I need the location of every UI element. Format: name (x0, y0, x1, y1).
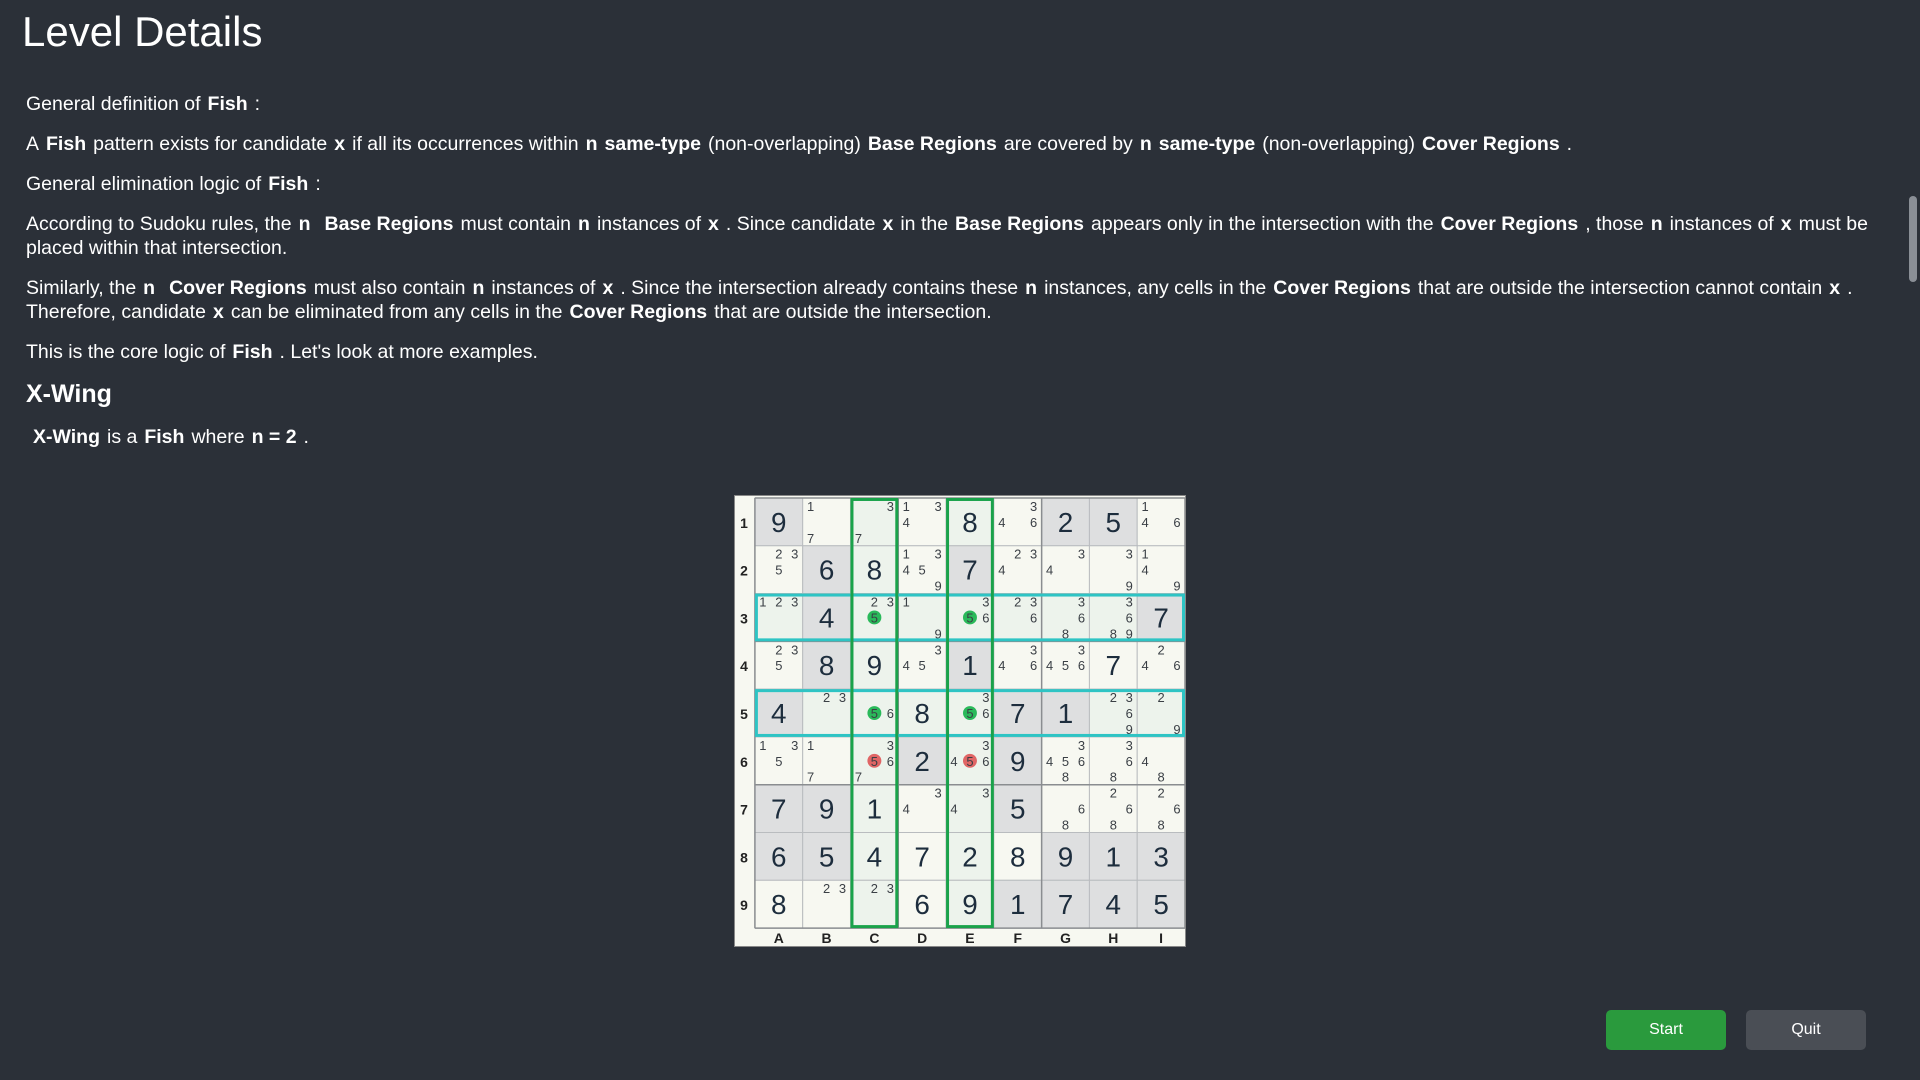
candidate-digit: 3 (934, 785, 942, 801)
candidate-digit: 9 (1173, 578, 1181, 594)
candidate-digit: 4 (1141, 514, 1149, 530)
column-label: I (1159, 930, 1164, 947)
candidate-digit: 8 (1109, 817, 1117, 833)
candidate-digit: 6 (1125, 753, 1133, 769)
candidate-digit: 2 (1157, 642, 1165, 658)
candidate-digit: 3 (791, 594, 799, 610)
candidate-digit: 6 (1173, 801, 1181, 817)
candidate-digit: 6 (886, 753, 894, 769)
section-heading: X-Wing (26, 380, 112, 408)
candidate-digit: 6 (1125, 610, 1133, 626)
cell-value: 3 (1153, 841, 1169, 873)
candidate-digit: 3 (791, 642, 799, 658)
quit-button[interactable]: Quit (1746, 1010, 1866, 1050)
candidate-digit: 3 (886, 594, 894, 610)
candidate-digit: 3 (1125, 737, 1133, 753)
candidate-digit: 4 (998, 658, 1006, 674)
candidate-digit: 3 (838, 881, 847, 897)
candidate-digit: 7 (854, 530, 863, 546)
cell-value: 4 (1105, 889, 1122, 921)
elimination-heading: General elimination logic of Fish : (26, 173, 321, 195)
cell-value: 8 (962, 506, 978, 538)
candidate-digit: 4 (902, 514, 910, 530)
core-logic-text: This is the core logic of Fish . Let's look at more examples. (26, 341, 538, 363)
candidate-digit: 3 (1125, 690, 1133, 706)
cell-value: 7 (1057, 889, 1074, 921)
cell-value: 7 (1105, 650, 1122, 682)
candidate-digit: 3 (1077, 546, 1086, 562)
cell-value: 2 (962, 841, 978, 873)
candidate-digit: 6 (1125, 706, 1133, 722)
row-label: 2 (740, 562, 748, 579)
cell-value: 4 (818, 602, 835, 634)
cell-value: 9 (1057, 841, 1074, 873)
candidate-digit: 3 (982, 785, 990, 801)
candidate-digit: 3 (982, 594, 990, 610)
cell-value: 1 (1057, 697, 1074, 729)
column-label: B (821, 930, 832, 947)
row-label: 6 (740, 753, 748, 770)
row-label: 5 (740, 706, 748, 723)
candidate-digit: 3 (1030, 594, 1038, 610)
cell-value: 1 (1105, 841, 1122, 873)
candidate-digit: 7 (807, 530, 815, 546)
cell-value: 9 (962, 889, 978, 921)
candidate-digit: 2 (822, 690, 831, 706)
cell-value: 6 (818, 554, 835, 586)
cell-value: 9 (771, 506, 787, 538)
column-label: E (965, 930, 975, 947)
candidate-digit: 4 (1141, 753, 1149, 769)
candidate-digit: 3 (934, 498, 942, 514)
cell-value: 8 (818, 650, 835, 682)
cell-value: 1 (866, 793, 883, 825)
candidate-digit: 6 (1173, 658, 1181, 674)
candidate-digit: 8 (1157, 769, 1165, 785)
candidate-digit: 3 (982, 737, 990, 753)
cell-value: 4 (771, 697, 787, 729)
candidate-digit: 9 (1125, 626, 1133, 642)
candidate-digit: 2 (775, 642, 783, 658)
candidate-digit: 3 (982, 690, 990, 706)
candidate-digit: 2 (1157, 690, 1165, 706)
candidate-digit: 5 (918, 658, 926, 674)
cell-value: 8 (771, 889, 787, 921)
candidate-digit: 6 (1125, 801, 1133, 817)
candidate-digit: 5 (870, 753, 878, 769)
candidate-digit: 3 (934, 642, 942, 658)
candidate-digit: 7 (807, 769, 815, 785)
cell-value: 9 (818, 793, 835, 825)
candidate-digit: 3 (1125, 546, 1133, 562)
candidate-digit: 2 (1109, 690, 1117, 706)
cell-value: 8 (1009, 841, 1026, 873)
candidate-digit: 8 (1061, 769, 1070, 785)
candidate-digit: 6 (1077, 801, 1086, 817)
candidate-digit: 5 (1061, 753, 1070, 769)
candidate-digit: 3 (886, 498, 894, 514)
candidate-digit: 9 (1125, 721, 1133, 737)
column-label: A (773, 930, 784, 947)
candidate-digit: 4 (1141, 562, 1149, 578)
candidate-digit: 7 (854, 769, 863, 785)
candidate-digit: 4 (1046, 658, 1054, 674)
cell-value: 1 (962, 650, 978, 682)
candidate-digit: 8 (1109, 626, 1117, 642)
candidate-digit: 1 (902, 498, 910, 514)
candidate-digit: 5 (775, 562, 783, 578)
cell-value: 9 (1009, 745, 1026, 777)
candidate-digit: 4 (1141, 658, 1149, 674)
row-label: 1 (740, 514, 748, 531)
cell-value: 7 (771, 793, 787, 825)
candidate-digit: 8 (1157, 817, 1165, 833)
candidate-digit: 2 (1157, 785, 1165, 801)
cell-value: 7 (962, 554, 978, 586)
candidate-digit: 3 (1030, 642, 1038, 658)
candidate-digit: 1 (902, 594, 910, 610)
start-button[interactable]: Start (1606, 1010, 1726, 1050)
candidate-digit: 8 (1061, 626, 1070, 642)
candidate-digit: 5 (966, 706, 974, 722)
row-label: 8 (740, 849, 748, 866)
candidate-digit: 6 (982, 706, 990, 722)
candidate-digit: 3 (934, 546, 942, 562)
cell-value: 9 (866, 650, 883, 682)
candidate-digit: 6 (1030, 658, 1038, 674)
candidate-digit: 5 (870, 610, 878, 626)
candidate-digit: 5 (966, 610, 974, 626)
column-label: D (917, 930, 928, 947)
row-label: 3 (740, 610, 748, 627)
candidate-digit: 2 (870, 881, 878, 897)
cell-value: 6 (914, 889, 930, 921)
candidate-digit: 6 (1173, 514, 1181, 530)
elimination-text-1: According to Sudoku rules, the n Base Regions must contain n instances of x . Since candidate x in the Base Regions appears only in the intersection with the Cover Regions , those n instances of x must be placed within that intersection. (26, 213, 1868, 259)
cell-value: 8 (866, 554, 883, 586)
candidate-digit: 3 (1125, 594, 1133, 610)
candidate-digit: 1 (759, 737, 767, 753)
candidate-digit: 3 (1030, 546, 1038, 562)
candidate-digit: 5 (775, 753, 783, 769)
cell-value: 5 (818, 841, 835, 873)
candidate-digit: 6 (1077, 610, 1086, 626)
candidate-digit: 3 (1077, 737, 1086, 753)
definition-text: A Fish pattern exists for candidate x if all its occurrences within n same-type (non-overlapping) Base Regions are covered by n same-type (non-overlapping) Cover Regions . (26, 133, 1573, 155)
cell-value: 2 (914, 745, 930, 777)
candidate-digit: 4 (950, 801, 958, 817)
cell-value: 4 (866, 841, 883, 873)
candidate-digit: 4 (1046, 562, 1054, 578)
candidate-digit: 3 (886, 881, 894, 897)
column-label: F (1013, 930, 1023, 947)
definition-heading: General definition of Fish : (26, 93, 261, 115)
candidate-digit: 8 (1061, 817, 1070, 833)
candidate-digit: 4 (902, 801, 910, 817)
elimination-text-2: Similarly, the n Cover Regions must also contain n instances of x . Since the intersection already contains these n instances, any cells in the Cover Regions that are outside the intersection cannot contain x . Therefore, candidate x can be eliminated from any cells in the Cover Regions that are outside the intersection. (26, 277, 1853, 323)
cell-value: 7 (914, 841, 930, 873)
cell-value: 2 (1057, 506, 1074, 538)
candidate-digit: 1 (902, 546, 910, 562)
candidate-digit: 5 (1061, 658, 1070, 674)
row-label: 7 (740, 801, 748, 818)
column-label: C (869, 930, 880, 947)
candidate-digit: 2 (1014, 546, 1022, 562)
candidate-digit: 2 (775, 594, 783, 610)
candidate-digit: 5 (918, 562, 926, 578)
row-label: 9 (740, 897, 748, 914)
cell-value: 8 (914, 697, 930, 729)
candidate-digit: 5 (966, 753, 974, 769)
candidate-digit: 3 (791, 737, 799, 753)
candidate-digit: 9 (1125, 578, 1133, 594)
cell-value: 7 (1153, 602, 1169, 634)
candidate-digit: 9 (934, 626, 942, 642)
candidate-digit: 2 (822, 881, 831, 897)
candidate-digit: 9 (934, 578, 942, 594)
cell-value: 5 (1105, 506, 1122, 538)
cell-value: 5 (1009, 793, 1026, 825)
candidate-digit: 3 (838, 690, 847, 706)
candidate-digit: 4 (902, 562, 910, 578)
candidate-digit: 4 (998, 562, 1006, 578)
candidate-digit: 3 (886, 737, 894, 753)
candidate-digit: 3 (1030, 498, 1038, 514)
candidate-digit: 6 (982, 610, 990, 626)
candidate-digit: 2 (1109, 785, 1117, 801)
sudoku-board[interactable] (734, 495, 1186, 947)
description (26, 92, 1896, 380)
candidate-digit: 1 (807, 498, 815, 514)
candidate-digit: 1 (759, 594, 767, 610)
candidate-digit: 5 (775, 658, 783, 674)
cell-value: 1 (1009, 889, 1026, 921)
column-label: H (1108, 930, 1119, 947)
candidate-digit: 9 (1173, 721, 1181, 737)
candidate-digit: 4 (998, 514, 1006, 530)
candidate-digit: 3 (1077, 642, 1086, 658)
candidate-digit: 2 (1014, 594, 1022, 610)
cell-value: 7 (1009, 697, 1026, 729)
candidate-digit: 3 (1077, 594, 1086, 610)
candidate-digit: 6 (1077, 753, 1086, 769)
candidate-digit: 4 (1046, 753, 1054, 769)
candidate-digit: 8 (1109, 769, 1117, 785)
candidate-digit: 1 (1141, 498, 1149, 514)
scrollbar-thumb[interactable] (1909, 196, 1917, 282)
page-title: Level Details (22, 8, 263, 55)
candidate-digit: 2 (870, 594, 878, 610)
cell-value: 6 (771, 841, 787, 873)
candidate-digit: 3 (791, 546, 799, 562)
candidate-digit: 5 (870, 706, 878, 722)
xwing-definition: X-Wing is a Fish where n = 2 . (33, 426, 309, 448)
candidate-digit: 4 (950, 753, 958, 769)
candidate-digit: 6 (1030, 610, 1038, 626)
candidate-digit: 4 (902, 658, 910, 674)
column-label: G (1060, 930, 1071, 947)
candidate-digit: 2 (775, 546, 783, 562)
candidate-digit: 6 (982, 753, 990, 769)
row-label: 4 (740, 658, 748, 675)
candidate-digit: 6 (1077, 658, 1086, 674)
candidate-digit: 6 (1030, 514, 1038, 530)
candidate-digit: 1 (807, 737, 815, 753)
candidate-digit: 6 (886, 706, 894, 722)
cell-value: 5 (1153, 889, 1169, 921)
candidate-digit: 1 (1141, 546, 1149, 562)
